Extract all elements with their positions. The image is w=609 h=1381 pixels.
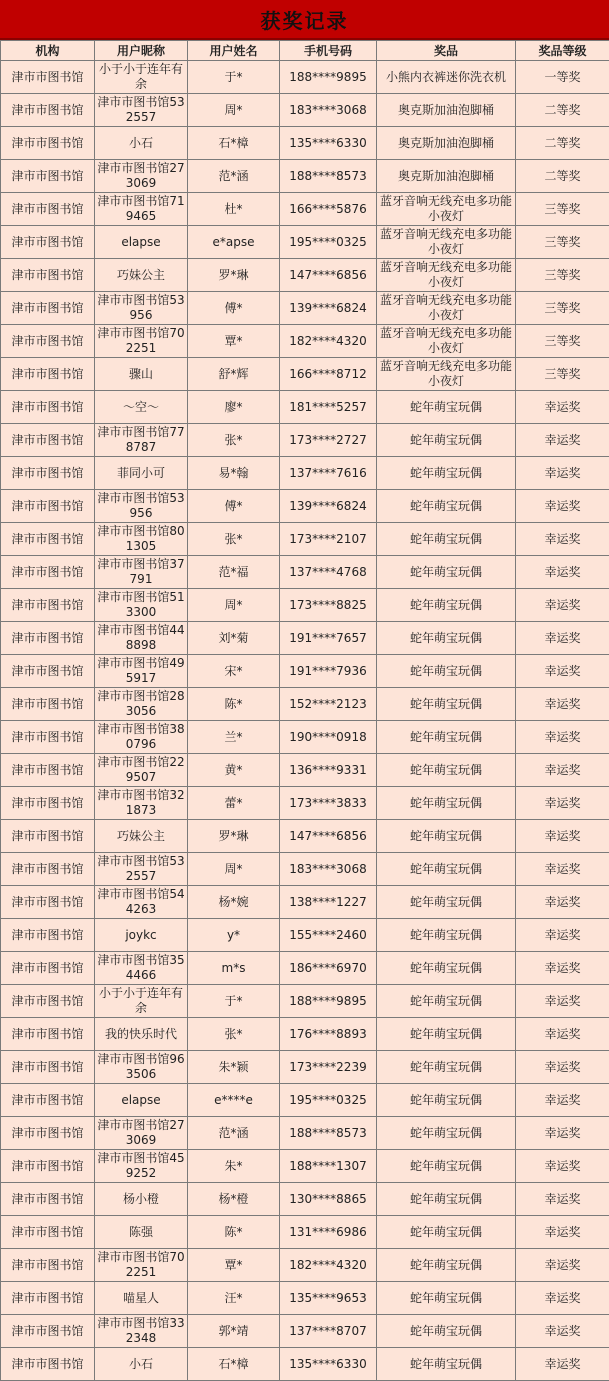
cell-nickname: 陈强 — [95, 1216, 188, 1249]
cell-phone: 191****7657 — [280, 622, 377, 655]
cell-phone: 183****3068 — [280, 853, 377, 886]
cell-prize: 蓝牙音响无线充电多功能小夜灯 — [377, 292, 516, 325]
cell-user-name: 周* — [188, 853, 280, 886]
cell-phone: 137****7616 — [280, 457, 377, 490]
cell-prize: 蛇年萌宝玩偶 — [377, 1216, 516, 1249]
cell-prize: 蓝牙音响无线充电多功能小夜灯 — [377, 259, 516, 292]
table-row — [1, 1249, 609, 1282]
cell-phone: 135****6330 — [280, 1348, 377, 1381]
cell-prize: 蛇年萌宝玩偶 — [377, 1150, 516, 1183]
table-row — [1, 358, 609, 391]
cell-institution: 津市市图书馆 — [1, 1084, 95, 1117]
cell-phone: 166****8712 — [280, 358, 377, 391]
cell-institution: 津市市图书馆 — [1, 1348, 95, 1381]
cell-phone: 195****0325 — [280, 1084, 377, 1117]
cell-prize-level: 三等奖 — [516, 226, 609, 259]
cell-prize: 蛇年萌宝玩偶 — [377, 886, 516, 919]
award-table — [0, 40, 609, 1381]
cell-user-name: 张* — [188, 523, 280, 556]
cell-nickname: 小石 — [95, 127, 188, 160]
cell-institution: 津市市图书馆 — [1, 1282, 95, 1315]
table-row — [1, 457, 609, 490]
cell-phone: 147****6856 — [280, 259, 377, 292]
cell-institution: 津市市图书馆 — [1, 292, 95, 325]
cell-prize: 蓝牙音响无线充电多功能小夜灯 — [377, 193, 516, 226]
cell-prize-level: 三等奖 — [516, 325, 609, 358]
cell-phone: 135****9653 — [280, 1282, 377, 1315]
cell-prize-level: 幸运奖 — [516, 919, 609, 952]
table-row — [1, 325, 609, 358]
cell-phone: 188****1307 — [280, 1150, 377, 1183]
cell-prize-level: 二等奖 — [516, 127, 609, 160]
cell-prize-level: 幸运奖 — [516, 391, 609, 424]
table-row — [1, 1315, 609, 1348]
cell-prize: 蛇年萌宝玩偶 — [377, 1249, 516, 1282]
cell-prize: 蛇年萌宝玩偶 — [377, 1348, 516, 1381]
cell-institution: 津市市图书馆 — [1, 193, 95, 226]
cell-nickname: 骤山 — [95, 358, 188, 391]
cell-institution: 津市市图书馆 — [1, 523, 95, 556]
cell-phone: 173****8825 — [280, 589, 377, 622]
cell-user-name: 朱*颖 — [188, 1051, 280, 1084]
page-title: 获奖记录 — [0, 0, 609, 40]
cell-phone: 135****6330 — [280, 127, 377, 160]
cell-nickname: 津市市图书馆229507 — [95, 754, 188, 787]
cell-nickname: 津市市图书馆459252 — [95, 1150, 188, 1183]
table-row — [1, 787, 609, 820]
cell-nickname: 小石 — [95, 1348, 188, 1381]
table-row — [1, 1150, 609, 1183]
cell-prize-level: 幸运奖 — [516, 820, 609, 853]
cell-phone: 173****3833 — [280, 787, 377, 820]
cell-user-name: 覃* — [188, 325, 280, 358]
cell-user-name: 汪* — [188, 1282, 280, 1315]
cell-institution: 津市市图书馆 — [1, 622, 95, 655]
cell-prize: 蛇年萌宝玩偶 — [377, 1084, 516, 1117]
table-row — [1, 985, 609, 1018]
cell-institution: 津市市图书馆 — [1, 1216, 95, 1249]
cell-institution: 津市市图书馆 — [1, 820, 95, 853]
cell-nickname: 津市市图书馆801305 — [95, 523, 188, 556]
table-header-row — [1, 41, 609, 61]
cell-prize-level: 幸运奖 — [516, 1150, 609, 1183]
cell-prize: 蛇年萌宝玩偶 — [377, 457, 516, 490]
cell-prize: 小熊内衣裤迷你洗衣机 — [377, 61, 516, 94]
cell-nickname: 津市市图书馆513300 — [95, 589, 188, 622]
cell-prize: 蛇年萌宝玩偶 — [377, 1282, 516, 1315]
cell-phone: 190****0918 — [280, 721, 377, 754]
table-row — [1, 853, 609, 886]
cell-nickname: 津市市图书馆53956 — [95, 292, 188, 325]
cell-prize: 蛇年萌宝玩偶 — [377, 820, 516, 853]
cell-institution: 津市市图书馆 — [1, 919, 95, 952]
cell-phone: 183****3068 — [280, 94, 377, 127]
cell-institution: 津市市图书馆 — [1, 1051, 95, 1084]
table-row — [1, 1084, 609, 1117]
cell-nickname: 津市市图书馆273069 — [95, 1117, 188, 1150]
cell-phone: 130****8865 — [280, 1183, 377, 1216]
cell-nickname: 津市市图书馆283056 — [95, 688, 188, 721]
cell-nickname: 津市市图书馆702251 — [95, 1249, 188, 1282]
table-row — [1, 259, 609, 292]
cell-phone: 173****2727 — [280, 424, 377, 457]
cell-phone: 173****2239 — [280, 1051, 377, 1084]
cell-institution: 津市市图书馆 — [1, 952, 95, 985]
cell-prize: 蛇年萌宝玩偶 — [377, 754, 516, 787]
cell-prize-level: 幸运奖 — [516, 1051, 609, 1084]
cell-institution: 津市市图书馆 — [1, 127, 95, 160]
cell-phone: 155****2460 — [280, 919, 377, 952]
cell-user-name: 杨*婉 — [188, 886, 280, 919]
cell-user-name: 覃* — [188, 1249, 280, 1282]
cell-institution: 津市市图书馆 — [1, 1150, 95, 1183]
cell-nickname: elapse — [95, 1084, 188, 1117]
cell-prize-level: 幸运奖 — [516, 952, 609, 985]
cell-prize-level: 幸运奖 — [516, 1315, 609, 1348]
cell-phone: 186****6970 — [280, 952, 377, 985]
table-row — [1, 919, 609, 952]
table-row — [1, 127, 609, 160]
table-row — [1, 226, 609, 259]
table-row — [1, 160, 609, 193]
cell-user-name: 朱* — [188, 1150, 280, 1183]
cell-nickname: elapse — [95, 226, 188, 259]
table-row — [1, 886, 609, 919]
table-row — [1, 424, 609, 457]
cell-user-name: 兰* — [188, 721, 280, 754]
cell-user-name: 郭*靖 — [188, 1315, 280, 1348]
header-user-name: 用户姓名 — [188, 41, 280, 61]
cell-nickname: 津市市图书馆273069 — [95, 160, 188, 193]
cell-nickname: 津市市图书馆495917 — [95, 655, 188, 688]
cell-institution: 津市市图书馆 — [1, 325, 95, 358]
cell-prize: 蛇年萌宝玩偶 — [377, 1183, 516, 1216]
table-row — [1, 1348, 609, 1381]
cell-phone: 182****4320 — [280, 325, 377, 358]
cell-nickname: 喵星人 — [95, 1282, 188, 1315]
cell-institution: 津市市图书馆 — [1, 490, 95, 523]
cell-nickname: 津市市图书馆37791 — [95, 556, 188, 589]
cell-prize-level: 幸运奖 — [516, 721, 609, 754]
table-row — [1, 391, 609, 424]
cell-phone: 152****2123 — [280, 688, 377, 721]
cell-nickname: 津市市图书馆719465 — [95, 193, 188, 226]
cell-institution: 津市市图书馆 — [1, 160, 95, 193]
cell-phone: 173****2107 — [280, 523, 377, 556]
cell-prize-level: 幸运奖 — [516, 985, 609, 1018]
table-row — [1, 688, 609, 721]
cell-prize: 蛇年萌宝玩偶 — [377, 1117, 516, 1150]
table-row — [1, 820, 609, 853]
header-phone: 手机号码 — [280, 41, 377, 61]
cell-prize-level: 幸运奖 — [516, 523, 609, 556]
cell-prize-level: 三等奖 — [516, 292, 609, 325]
cell-prize: 蛇年萌宝玩偶 — [377, 985, 516, 1018]
table-row — [1, 589, 609, 622]
cell-institution: 津市市图书馆 — [1, 754, 95, 787]
cell-institution: 津市市图书馆 — [1, 1117, 95, 1150]
cell-phone: 188****9895 — [280, 61, 377, 94]
cell-nickname: 津市市图书馆778787 — [95, 424, 188, 457]
cell-institution: 津市市图书馆 — [1, 1249, 95, 1282]
cell-prize-level: 幸运奖 — [516, 853, 609, 886]
cell-institution: 津市市图书馆 — [1, 226, 95, 259]
cell-nickname: 津市市图书馆702251 — [95, 325, 188, 358]
cell-prize: 蛇年萌宝玩偶 — [377, 1018, 516, 1051]
cell-phone: 131****6986 — [280, 1216, 377, 1249]
cell-institution: 津市市图书馆 — [1, 556, 95, 589]
cell-user-name: 黄* — [188, 754, 280, 787]
cell-institution: 津市市图书馆 — [1, 1315, 95, 1348]
cell-institution: 津市市图书馆 — [1, 787, 95, 820]
cell-prize: 蛇年萌宝玩偶 — [377, 589, 516, 622]
cell-phone: 166****5876 — [280, 193, 377, 226]
cell-phone: 176****8893 — [280, 1018, 377, 1051]
cell-nickname: ～空～ — [95, 391, 188, 424]
cell-prize: 蛇年萌宝玩偶 — [377, 1051, 516, 1084]
table-row — [1, 523, 609, 556]
cell-prize-level: 二等奖 — [516, 160, 609, 193]
cell-prize-level: 幸运奖 — [516, 1018, 609, 1051]
cell-user-name: 傅* — [188, 292, 280, 325]
cell-prize: 蛇年萌宝玩偶 — [377, 556, 516, 589]
cell-phone: 188****8573 — [280, 160, 377, 193]
cell-phone: 182****4320 — [280, 1249, 377, 1282]
cell-nickname: 杨小橙 — [95, 1183, 188, 1216]
cell-nickname: 菲同小可 — [95, 457, 188, 490]
cell-user-name: 于* — [188, 61, 280, 94]
cell-prize-level: 幸运奖 — [516, 589, 609, 622]
cell-phone: 195****0325 — [280, 226, 377, 259]
table-row — [1, 292, 609, 325]
cell-user-name: 周* — [188, 589, 280, 622]
cell-prize-level: 幸运奖 — [516, 886, 609, 919]
cell-user-name: 范*涵 — [188, 160, 280, 193]
cell-user-name: 杨*橙 — [188, 1183, 280, 1216]
cell-institution: 津市市图书馆 — [1, 1183, 95, 1216]
cell-prize-level: 幸运奖 — [516, 424, 609, 457]
table-row — [1, 622, 609, 655]
cell-prize-level: 幸运奖 — [516, 622, 609, 655]
cell-user-name: 张* — [188, 1018, 280, 1051]
table-row — [1, 193, 609, 226]
cell-user-name: 罗*琳 — [188, 259, 280, 292]
cell-prize-level: 幸运奖 — [516, 556, 609, 589]
cell-prize-level: 一等奖 — [516, 61, 609, 94]
cell-institution: 津市市图书馆 — [1, 391, 95, 424]
cell-nickname: joykc — [95, 919, 188, 952]
header-prize-level: 奖品等级 — [516, 41, 609, 61]
cell-institution: 津市市图书馆 — [1, 589, 95, 622]
header-prize: 奖品 — [377, 41, 516, 61]
cell-nickname: 小于小于连年有余 — [95, 985, 188, 1018]
cell-phone: 137****4768 — [280, 556, 377, 589]
cell-user-name: e****e — [188, 1084, 280, 1117]
cell-phone: 136****9331 — [280, 754, 377, 787]
table-row — [1, 754, 609, 787]
cell-phone: 188****9895 — [280, 985, 377, 1018]
table-row — [1, 556, 609, 589]
cell-phone: 139****6824 — [280, 292, 377, 325]
cell-prize-level: 幸运奖 — [516, 1249, 609, 1282]
cell-prize: 蛇年萌宝玩偶 — [377, 490, 516, 523]
cell-nickname: 小于小于连年有余 — [95, 61, 188, 94]
cell-user-name: y* — [188, 919, 280, 952]
table-row — [1, 1018, 609, 1051]
cell-prize: 蛇年萌宝玩偶 — [377, 424, 516, 457]
table-row — [1, 1183, 609, 1216]
cell-prize: 蛇年萌宝玩偶 — [377, 853, 516, 886]
cell-nickname: 津市市图书馆532557 — [95, 853, 188, 886]
cell-prize: 奥克斯加油泡脚桶 — [377, 160, 516, 193]
cell-prize-level: 幸运奖 — [516, 1117, 609, 1150]
cell-user-name: m*s — [188, 952, 280, 985]
cell-user-name: 张* — [188, 424, 280, 457]
table-row — [1, 61, 609, 94]
cell-institution: 津市市图书馆 — [1, 259, 95, 292]
cell-prize: 蛇年萌宝玩偶 — [377, 688, 516, 721]
cell-prize-level: 二等奖 — [516, 94, 609, 127]
cell-institution: 津市市图书馆 — [1, 853, 95, 886]
cell-phone: 191****7936 — [280, 655, 377, 688]
cell-institution: 津市市图书馆 — [1, 358, 95, 391]
cell-institution: 津市市图书馆 — [1, 424, 95, 457]
cell-phone: 147****6856 — [280, 820, 377, 853]
cell-prize-level: 幸运奖 — [516, 457, 609, 490]
table-row — [1, 1282, 609, 1315]
table-row — [1, 1216, 609, 1249]
cell-institution: 津市市图书馆 — [1, 94, 95, 127]
cell-user-name: 易*翰 — [188, 457, 280, 490]
cell-prize-level: 幸运奖 — [516, 688, 609, 721]
cell-prize: 蛇年萌宝玩偶 — [377, 919, 516, 952]
cell-user-name: 宋* — [188, 655, 280, 688]
cell-nickname: 我的快乐时代 — [95, 1018, 188, 1051]
table-row — [1, 952, 609, 985]
cell-user-name: 刘*菊 — [188, 622, 280, 655]
cell-user-name: 廖* — [188, 391, 280, 424]
cell-prize: 蓝牙音响无线充电多功能小夜灯 — [377, 358, 516, 391]
cell-user-name: 罗*琳 — [188, 820, 280, 853]
cell-prize-level: 幸运奖 — [516, 1348, 609, 1381]
cell-user-name: 周* — [188, 94, 280, 127]
cell-prize-level: 幸运奖 — [516, 754, 609, 787]
cell-nickname: 津市市图书馆532557 — [95, 94, 188, 127]
cell-user-name: 范*涵 — [188, 1117, 280, 1150]
cell-prize: 蓝牙音响无线充电多功能小夜灯 — [377, 325, 516, 358]
cell-prize-level: 幸运奖 — [516, 490, 609, 523]
cell-phone: 137****8707 — [280, 1315, 377, 1348]
cell-user-name: 傅* — [188, 490, 280, 523]
cell-institution: 津市市图书馆 — [1, 721, 95, 754]
table-row — [1, 655, 609, 688]
cell-prize: 蛇年萌宝玩偶 — [377, 721, 516, 754]
cell-nickname: 津市市图书馆354466 — [95, 952, 188, 985]
cell-prize-level: 幸运奖 — [516, 1216, 609, 1249]
cell-nickname: 津市市图书馆321873 — [95, 787, 188, 820]
header-institution: 机构 — [1, 41, 95, 61]
cell-user-name: 石*樟 — [188, 127, 280, 160]
cell-user-name: 陈* — [188, 688, 280, 721]
cell-phone: 138****1227 — [280, 886, 377, 919]
table-row — [1, 1117, 609, 1150]
cell-user-name: 石*樟 — [188, 1348, 280, 1381]
cell-prize: 蛇年萌宝玩偶 — [377, 952, 516, 985]
cell-nickname: 巧妹公主 — [95, 259, 188, 292]
cell-prize-level: 幸运奖 — [516, 787, 609, 820]
cell-user-name: 杜* — [188, 193, 280, 226]
cell-user-name: 陈* — [188, 1216, 280, 1249]
cell-nickname: 津市市图书馆53956 — [95, 490, 188, 523]
cell-nickname: 津市市图书馆448898 — [95, 622, 188, 655]
cell-user-name: 蕾* — [188, 787, 280, 820]
cell-institution: 津市市图书馆 — [1, 886, 95, 919]
cell-prize: 蛇年萌宝玩偶 — [377, 622, 516, 655]
cell-institution: 津市市图书馆 — [1, 457, 95, 490]
cell-nickname: 津市市图书馆544263 — [95, 886, 188, 919]
cell-nickname: 津市市图书馆963506 — [95, 1051, 188, 1084]
table-row — [1, 1051, 609, 1084]
cell-phone: 188****8573 — [280, 1117, 377, 1150]
cell-institution: 津市市图书馆 — [1, 688, 95, 721]
cell-institution: 津市市图书馆 — [1, 1018, 95, 1051]
cell-nickname: 津市市图书馆380796 — [95, 721, 188, 754]
cell-prize-level: 三等奖 — [516, 259, 609, 292]
cell-prize-level: 三等奖 — [516, 193, 609, 226]
cell-institution: 津市市图书馆 — [1, 655, 95, 688]
cell-nickname: 巧妹公主 — [95, 820, 188, 853]
table-row — [1, 721, 609, 754]
cell-prize: 奥克斯加油泡脚桶 — [377, 94, 516, 127]
cell-prize: 蓝牙音响无线充电多功能小夜灯 — [377, 226, 516, 259]
cell-user-name: e*apse — [188, 226, 280, 259]
table-row — [1, 94, 609, 127]
table-row — [1, 490, 609, 523]
cell-institution: 津市市图书馆 — [1, 985, 95, 1018]
header-nickname: 用户昵称 — [95, 41, 188, 61]
cell-prize: 蛇年萌宝玩偶 — [377, 391, 516, 424]
cell-phone: 139****6824 — [280, 490, 377, 523]
cell-nickname: 津市市图书馆332348 — [95, 1315, 188, 1348]
cell-phone: 181****5257 — [280, 391, 377, 424]
cell-prize-level: 幸运奖 — [516, 1084, 609, 1117]
cell-prize-level: 幸运奖 — [516, 1282, 609, 1315]
cell-user-name: 于* — [188, 985, 280, 1018]
cell-prize: 蛇年萌宝玩偶 — [377, 787, 516, 820]
cell-prize: 蛇年萌宝玩偶 — [377, 1315, 516, 1348]
cell-prize: 奥克斯加油泡脚桶 — [377, 127, 516, 160]
cell-prize-level: 幸运奖 — [516, 1183, 609, 1216]
cell-prize-level: 幸运奖 — [516, 655, 609, 688]
cell-prize-level: 三等奖 — [516, 358, 609, 391]
cell-institution: 津市市图书馆 — [1, 61, 95, 94]
cell-user-name: 范*福 — [188, 556, 280, 589]
cell-prize: 蛇年萌宝玩偶 — [377, 523, 516, 556]
cell-user-name: 舒*辉 — [188, 358, 280, 391]
cell-prize: 蛇年萌宝玩偶 — [377, 655, 516, 688]
